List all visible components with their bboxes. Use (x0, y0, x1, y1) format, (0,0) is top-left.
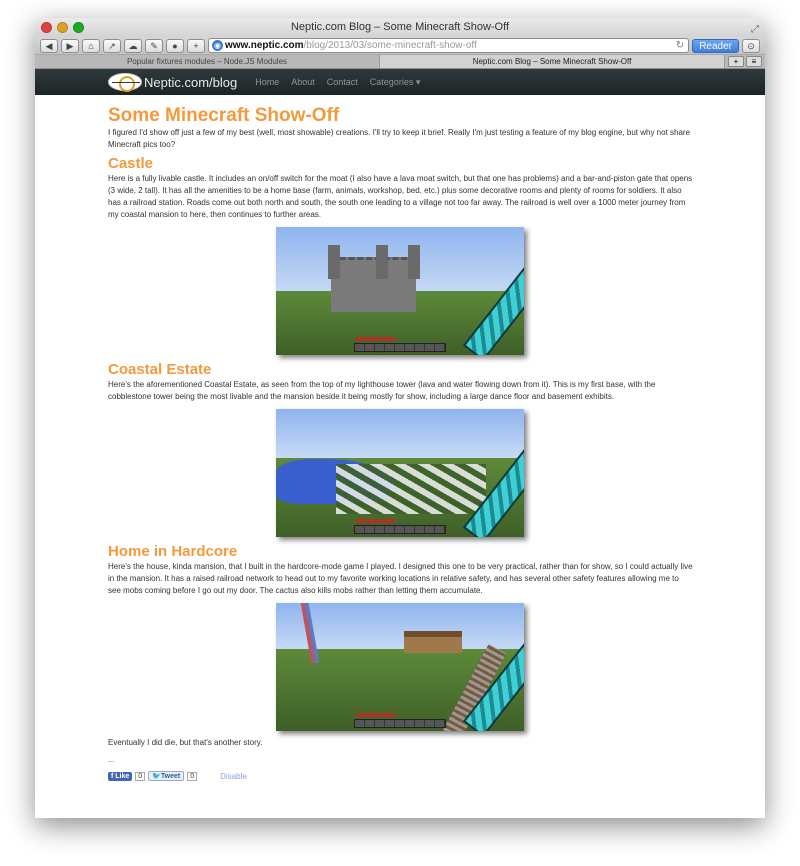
address-bar[interactable] (208, 38, 689, 53)
castle-tower (328, 245, 340, 279)
globe-icon: ◉ (212, 40, 223, 51)
castle-tower (376, 245, 388, 279)
window-title: Neptic.com Blog – Some Minecraft Show-Off (290, 21, 510, 33)
zoom-window-button[interactable] (73, 22, 84, 33)
coastal-estate-screenshot[interactable] (276, 409, 524, 537)
browser-window (35, 18, 765, 818)
window-controls (41, 22, 84, 33)
snowy-forest (336, 464, 486, 514)
fullscreen-icon[interactable]: ⤢ (751, 24, 759, 35)
post-title: Some Minecraft Show-Off (108, 105, 340, 126)
health-bar (356, 337, 396, 341)
reload-icon[interactable]: ↻ (675, 40, 685, 51)
post-outro: Eventually I did die, but that's another story. (108, 738, 263, 747)
like-count: 0 (135, 772, 145, 781)
castle-screenshot[interactable] (276, 227, 524, 355)
logo-text: Neptic.com/blog (144, 74, 238, 90)
castle-walls (331, 257, 416, 312)
url-host: www.neptic.com (225, 40, 304, 51)
site-navbar (35, 69, 765, 95)
castle-tower (408, 245, 420, 279)
post-intro: I figured I'd show off just a few of my best (well, most showable) creations. I'll try to keep it brief. Really I'm just testing a feature of my blog engine, but why not share Minecraft pics too? (108, 128, 691, 149)
add-bookmark-icon[interactable]: + (187, 39, 205, 53)
logo-icon (108, 73, 142, 91)
hotbar (354, 343, 446, 352)
new-tab-icon[interactable]: + (728, 56, 744, 67)
tab-neptic-blog[interactable]: Neptic.com Blog – Some Minecraft Show-Off (380, 55, 725, 68)
separator: --- (108, 759, 114, 765)
forward-icon[interactable]: ▶ (61, 39, 79, 53)
social-buttons (108, 771, 765, 781)
url-path: /blog/2013/03/some-minecraft-show-off (303, 40, 477, 51)
tab-node-modules[interactable]: Popular fixtures modules – Node.JS Modules (35, 55, 380, 68)
tweet-count: 0 (187, 772, 197, 781)
wrench-icon[interactable]: ✎ (145, 39, 163, 53)
tab-actions (725, 55, 765, 68)
section-heading-home-in-hardcore: Home in Hardcore (108, 543, 238, 560)
stop-icon[interactable]: ● (166, 39, 184, 53)
share-icon[interactable]: ↗ (103, 39, 121, 53)
like-label: Like (115, 772, 130, 780)
tweet-label: Tweet (160, 773, 181, 780)
mansion (404, 631, 462, 653)
cloud-icon[interactable]: ☁ (124, 39, 142, 53)
section-text-castle: Here is a fully livable castle. It includes an on/off switch for the moat (I also have a lava moat switch, but that one has problems) and a bar-and-piston gate that opens (3 wide, 2 tall). It has all the amenities to be a home base (farm, animals, workshop, bed, etc.) plus some decorative rooms and plenty of rooms for soldiers. It also has a railroad station. Roads come out both north and south, the south one leading to a village not too far away. The railroad is well over a 1000 meter journey from my coastal mansion to here, then continues to further areas. (108, 174, 693, 219)
browser-toolbar (35, 37, 765, 55)
home-icon[interactable]: ⌂ (82, 39, 100, 53)
tab-overview-icon[interactable]: ≡ (746, 56, 762, 67)
section-text-home-in-hardcore: Here's the house, kinda mansion, that I built in the hardcore-mode game I played. I designed this one to be very practical, rather than for show, so I could actually live in the mansion. It has a raised railroad network to head out to my favorite working locations in relative safety, and has several other safety features allowing me to see mobs coming before I go out my door. The cactus also kills mobs rather than letting them accumulate. (108, 562, 693, 595)
disable-link[interactable]: Disable (220, 771, 247, 781)
hardcore-home-screenshot[interactable] (276, 603, 524, 731)
downloads-icon[interactable]: ⊙ (742, 39, 760, 53)
health-bar (356, 519, 396, 523)
tweet-button[interactable] (148, 771, 184, 781)
section-heading-castle: Castle (108, 155, 154, 172)
minimize-window-button[interactable] (57, 22, 68, 33)
back-icon[interactable]: ◀ (40, 39, 58, 53)
post-content (35, 95, 765, 794)
close-window-button[interactable] (41, 22, 52, 33)
sky (276, 409, 524, 460)
nav-categories[interactable]: Categories ▾ (369, 76, 421, 87)
section-text-coastal-estate: Here's the aforementioned Coastal Estate, as seen from the top of my lighthouse tower (lava and water flowing down from it). This is my first base, with the cobblestone tower being the most livable and the mansion beside it being mostly for show, including a large dance floor and basement exhibits. (108, 380, 656, 401)
section-heading-coastal-estate: Coastal Estate (108, 361, 212, 378)
twitter-bird-icon: 🐦 (152, 773, 161, 780)
health-bar (356, 713, 396, 717)
hotbar (354, 525, 446, 534)
nav-contact[interactable]: Contact (326, 77, 358, 87)
nav-home[interactable]: Home (255, 77, 280, 87)
nav-about[interactable]: About (291, 77, 315, 87)
title-bar (35, 18, 765, 37)
tab-bar (35, 55, 765, 69)
reader-button[interactable]: Reader (692, 39, 739, 53)
facebook-icon: f (111, 772, 116, 780)
hotbar (354, 719, 446, 728)
site-logo[interactable] (108, 73, 237, 91)
facebook-like-button[interactable] (108, 772, 132, 781)
